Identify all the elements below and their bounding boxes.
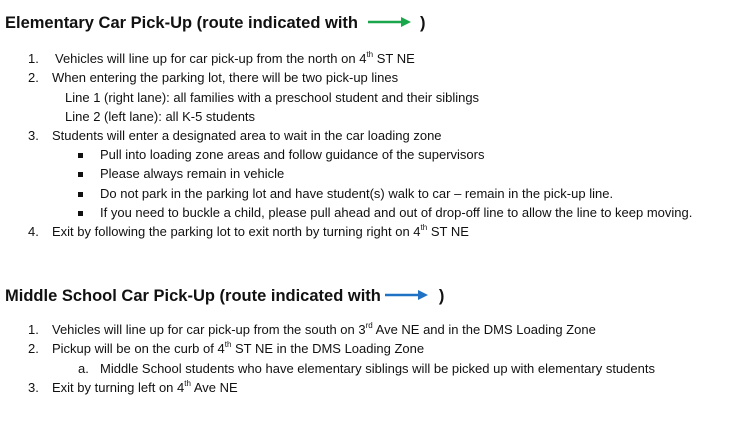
list-item: Exit by turning left on 4th Ave NE — [52, 378, 238, 395]
bullet-item: Please always remain in vehicle — [100, 166, 285, 181]
bullet-item: Do not park in the parking lot and have student(s) walk to car – remain in the pick-up line. — [100, 186, 614, 201]
arrow-right-icon — [368, 14, 412, 33]
list-item: Vehicles will line up for car pick-up from the north on 4th ST NE — [55, 49, 415, 66]
bullet-marker — [78, 211, 83, 216]
bullet-marker — [78, 192, 83, 197]
list-item: When entering the parking lot, there will be two pick-up lines — [52, 70, 399, 85]
middle-school-heading-close: ) — [438, 287, 445, 305]
list-item: Vehicles will line up for car pick-up from the south on 3rd Ave NE and in the DMS Loading Zone — [52, 320, 596, 337]
list-item: Exit by following the parking lot to exit north by turning right on 4th ST NE — [52, 222, 469, 239]
elementary-heading-close: ) — [420, 14, 426, 32]
bullet-marker — [78, 153, 83, 158]
arrow-right-icon — [385, 287, 429, 306]
list-number: 3. — [28, 380, 39, 395]
list-item: Pickup will be on the curb of 4th ST NE in the DMS Loading Zone — [52, 339, 425, 356]
list-number: 2. — [28, 341, 39, 356]
bullet-item: Pull into loading zone areas and follow guidance of the supervisors — [100, 147, 485, 162]
elementary-heading — [5, 14, 426, 33]
middle-school-heading-text: Middle School Car Pick-Up (route indicated with — [5, 287, 381, 305]
list-number: 4. — [28, 224, 39, 239]
elementary-heading-text: Elementary Car Pick-Up (route indicated with — [5, 14, 358, 32]
sub-item: Middle School students who have elementary siblings will be picked up with elementary students — [100, 361, 655, 376]
list-number: 1. — [28, 322, 39, 337]
sub-item: Line 1 (right lane): all families with a preschool student and their siblings — [65, 90, 480, 105]
list-letter: a. — [78, 361, 89, 376]
list-number: 2. — [28, 70, 39, 85]
bullet-item: If you need to buckle a child, please pull ahead and out of drop-off line to allow the line to keep moving. — [100, 205, 693, 220]
list-number: 1. — [28, 51, 39, 66]
middle-school-heading — [5, 287, 444, 306]
list-number: 3. — [28, 128, 39, 143]
sub-item: Line 2 (left lane): all K-5 students — [65, 109, 256, 124]
bullet-marker — [78, 172, 83, 177]
list-item: Students will enter a designated area to wait in the car loading zone — [52, 128, 442, 143]
